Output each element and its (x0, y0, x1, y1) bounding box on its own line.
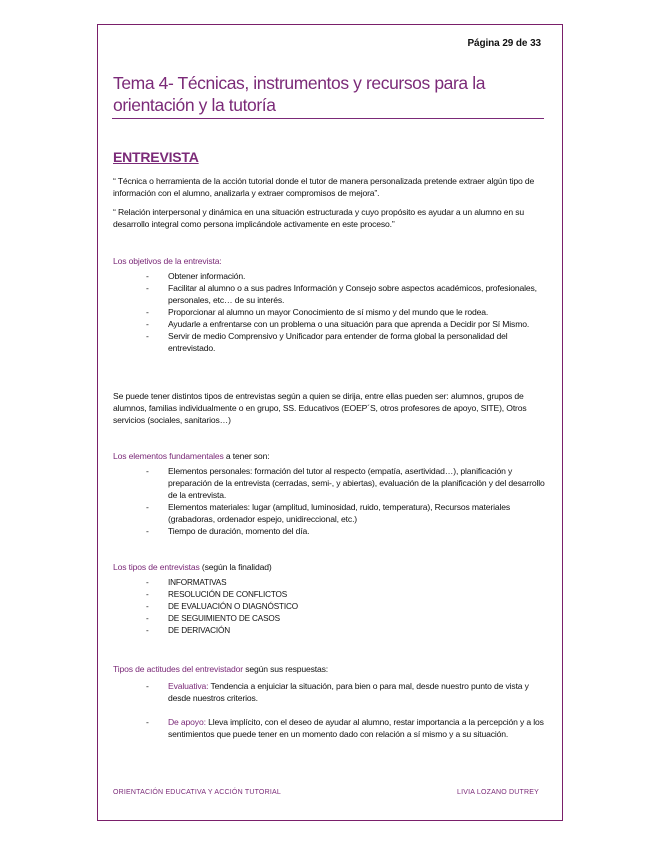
elementos-list (146, 465, 546, 537)
objetivos-heading: Los objetivos de la entrevista: (113, 256, 222, 266)
interview-types-paragraph: Se puede tener distintos tipos de entrevistas según a quien se dirija, entre ellas pueden ser: alumnos, grupos de alumnos, familias individualmente o en grupo, SS. Educativos (EOEP´S, otros profesores de apoyo, SITE), Otros servicios (sociales, sanitarios…) (113, 391, 527, 425)
actitudes-list (146, 680, 546, 704)
footer-course-name: ORIENTACIÓN EDUCATIVA Y ACCIÓN TUTORIAL (113, 789, 281, 796)
list-item: - INFORMATIVAS (146, 578, 227, 587)
page-number: Página 29 de 33 (467, 38, 541, 49)
tipos-heading: Los tipos de entrevistas (según la finalidad) (113, 562, 272, 572)
list-item: - Ayudarle a enfrentarse con un problema o una situación para que aprenda a Decidir por Sí Mismo. (146, 319, 530, 329)
section-heading-entrevista: ENTREVISTA (113, 149, 199, 165)
definition-paragraph-1: “ Técnica o herramienta de la acción tutorial donde el tutor de manera personalizada pretende extraer algún tipo de información con el alumno, analizarla y extraer compromisos de mejora”. (113, 176, 535, 198)
list-item: - RESOLUCIÓN DE CONFLICTOS (146, 590, 288, 599)
definition-paragraph-2: “ Relación interpersonal y dinámica en una situación estructurada y cuyo propósito es ayudar a un alumno en su desarrollo integral como persona implicándole activamente en este proceso.” (113, 207, 525, 229)
actitudes-list-2 (146, 716, 546, 740)
list-item: - Servir de medio Comprensivo y Unificador para entender de forma global la personalidad del entrevistado. (146, 331, 508, 353)
list-item: - Elementos personales: formación del tutor al respecto (empatía, asertividad…), planificación y preparación de la entrevista (cerradas, semi-, y abiertas), evaluación de la planificación y del desarrollo de la entrevista. (146, 466, 545, 500)
page-title: Tema 4- Técnicas, instrumentos y recursos para la orientación y la tutoría (113, 73, 486, 115)
list-item: - DE EVALUACIÓN O DIAGNÓSTICO (146, 602, 299, 611)
list-item: - DE SEGUIMIENTO DE CASOS (146, 614, 280, 623)
actitudes-heading: Tipos de actitudes del entrevistador según sus respuestas: (113, 664, 329, 674)
list-item: - De apoyo: Lleva implícito, con el deseo de ayudar al alumno, restar importancia a la percepción y a los sentimientos que puede tener en un momento dado con relación a sí mismo y a su situación. (146, 717, 544, 739)
footer-author: LIVIA LOZANO DUTREY (457, 789, 539, 796)
list-item: - Facilitar al alumno o a sus padres Información y Consejo sobre aspectos académicos, profesionales, personales, etc… de su interés. (146, 283, 537, 305)
title-divider (112, 118, 544, 119)
list-item: - Elementos materiales: lugar (amplitud, luminosidad, ruido, temperatura), Recursos materiales (grabadoras, ordenador espejo, unidireccional, etc.) (146, 502, 511, 524)
objetivos-list (146, 270, 546, 354)
tipos-list (146, 577, 546, 637)
list-item: - Tiempo de duración, momento del día. (146, 526, 310, 536)
list-item: - Proporcionar al alumno un mayor Conocimiento de sí mismo y del mundo que le rodea. (146, 307, 489, 317)
list-item: - Evaluativa: Tendencia a enjuiciar la situación, para bien o para mal, desde nuestro punto de vista y desde nuestros criterios. (146, 681, 529, 703)
elementos-heading: Los elementos fundamentales a tener son: (113, 451, 270, 461)
list-item: - DE DERIVACIÓN (146, 626, 231, 635)
list-item: - Obtener información. (146, 271, 246, 281)
